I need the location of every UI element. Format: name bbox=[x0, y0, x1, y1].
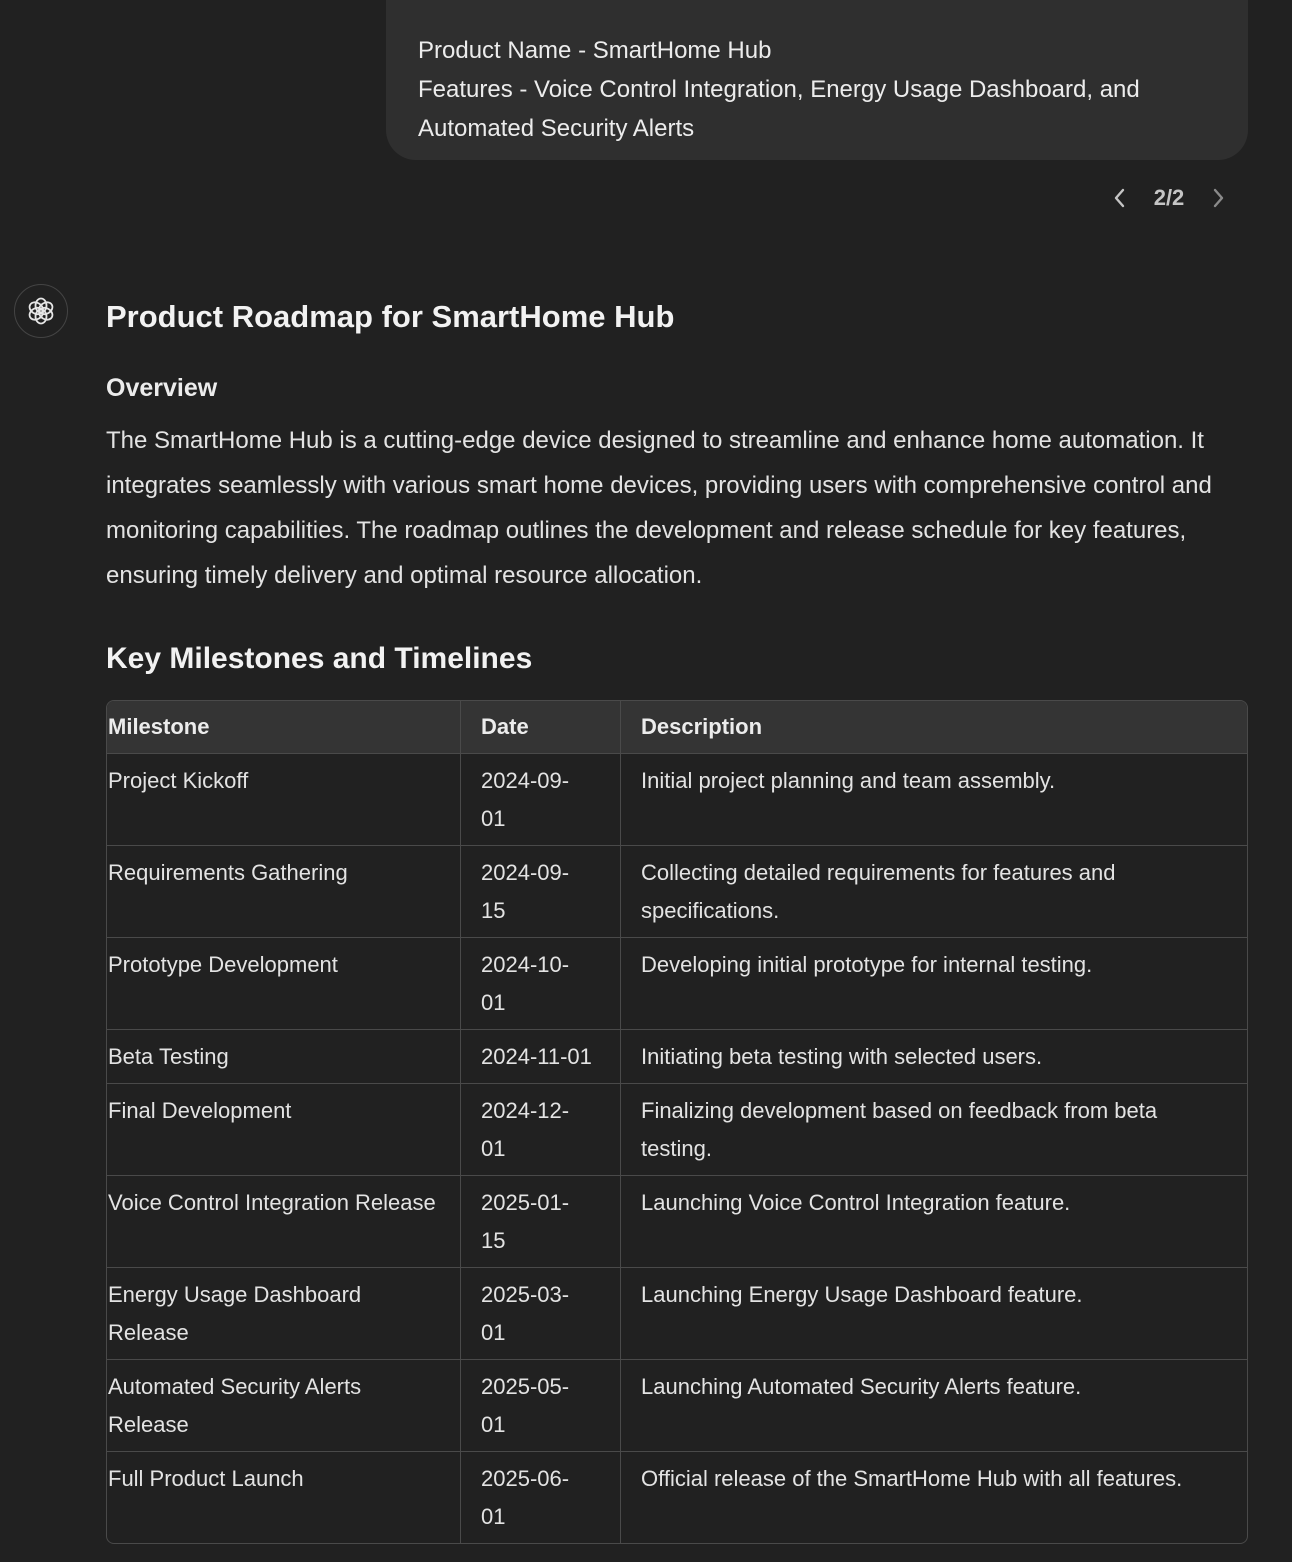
cell-description: Finalizing development based on feedback from beta testing. bbox=[621, 1084, 1247, 1176]
cell-date: 2025-05- 01 bbox=[461, 1360, 621, 1452]
cell-description: Launching Voice Control Integration feature. bbox=[621, 1176, 1247, 1268]
cell-description: Official release of the SmartHome Hub with all features. bbox=[641, 1466, 1183, 1491]
cell-date: 2024-11-01 bbox=[461, 1030, 621, 1084]
table-header-row bbox=[107, 701, 1247, 754]
table-row bbox=[107, 846, 1247, 938]
cell-milestone: Project Kickoff bbox=[107, 754, 461, 846]
cell-milestone: Energy Usage Dashboard Release bbox=[107, 1268, 461, 1360]
overview-heading: Overview bbox=[106, 374, 218, 402]
table-row bbox=[107, 1360, 1247, 1452]
cell-date: 2024-09- 15 bbox=[461, 846, 621, 938]
user-message-line: Automated Security Alerts bbox=[418, 115, 695, 142]
table-row bbox=[107, 754, 1247, 846]
cell-description: Collecting detailed requirements for features and specifications. bbox=[621, 846, 1247, 938]
cell-date: 2024-10- 01 bbox=[461, 938, 621, 1030]
response-pager bbox=[1104, 178, 1234, 218]
assistant-message bbox=[106, 290, 1248, 1544]
cell-date: 2025-06- 01 bbox=[461, 1452, 621, 1543]
cell-milestone: Prototype Development bbox=[107, 938, 461, 1030]
cell-milestone: Beta Testing bbox=[107, 1030, 461, 1084]
overview-text: The SmartHome Hub is a cutting-edge device designed to streamline and enhance home automation. It integrates seamlessly with various smart home devices, providing users with comprehensive control and monitoring capabilities. The roadmap outlines the development and release schedule for key features, ensuring timely delivery and optimal resource allocation. bbox=[106, 427, 1212, 589]
cell-date: 2024-09- 01 bbox=[461, 754, 621, 846]
cell-milestone: Full Product Launch bbox=[107, 1452, 461, 1543]
cell-description: Launching Automated Security Alerts feature. bbox=[621, 1360, 1247, 1452]
header-milestone: Milestone bbox=[107, 701, 461, 754]
cell-date: 2024-12- 01 bbox=[461, 1084, 621, 1176]
chevron-right-icon[interactable] bbox=[1202, 178, 1234, 218]
cell-milestone: Requirements Gathering bbox=[107, 846, 461, 938]
table-row bbox=[107, 1176, 1247, 1268]
chevron-left-icon[interactable] bbox=[1104, 178, 1136, 218]
table-row bbox=[107, 938, 1247, 1030]
header-date: Date bbox=[461, 701, 621, 754]
user-message-bubble bbox=[386, 0, 1248, 160]
cell-description: Initial project planning and team assembly. bbox=[621, 754, 1247, 846]
table-row bbox=[107, 1030, 1247, 1084]
milestones-heading: Key Milestones and Timelines bbox=[106, 642, 533, 675]
cell-description: Developing initial prototype for internal testing. bbox=[621, 938, 1247, 1030]
cell-description: Launching Energy Usage Dashboard feature. bbox=[621, 1268, 1247, 1360]
table-row bbox=[107, 1268, 1247, 1360]
response-title: Product Roadmap for SmartHome Hub bbox=[106, 299, 675, 334]
assistant-avatar bbox=[14, 284, 68, 338]
milestones-table bbox=[106, 700, 1248, 1544]
cell-date: 2025-03- 01 bbox=[461, 1268, 621, 1360]
table-row bbox=[107, 1084, 1247, 1176]
header-description: Description bbox=[621, 701, 1247, 754]
pager-count: 2/2 bbox=[1153, 185, 1185, 210]
table-row bbox=[107, 1452, 1247, 1543]
cell-milestone: Voice Control Integration Release bbox=[107, 1176, 461, 1268]
openai-logo-icon bbox=[26, 296, 56, 326]
user-message-line: Features - Voice Control Integration, Energy Usage Dashboard, and bbox=[418, 76, 1140, 103]
cell-milestone: Final Development bbox=[107, 1084, 461, 1176]
cell-description: Initiating beta testing with selected users. bbox=[621, 1030, 1247, 1084]
cell-milestone: Automated Security Alerts Release bbox=[107, 1360, 461, 1452]
user-message-line: Product Name - SmartHome Hub bbox=[418, 37, 772, 64]
cell-date: 2025-01- 15 bbox=[461, 1176, 621, 1268]
